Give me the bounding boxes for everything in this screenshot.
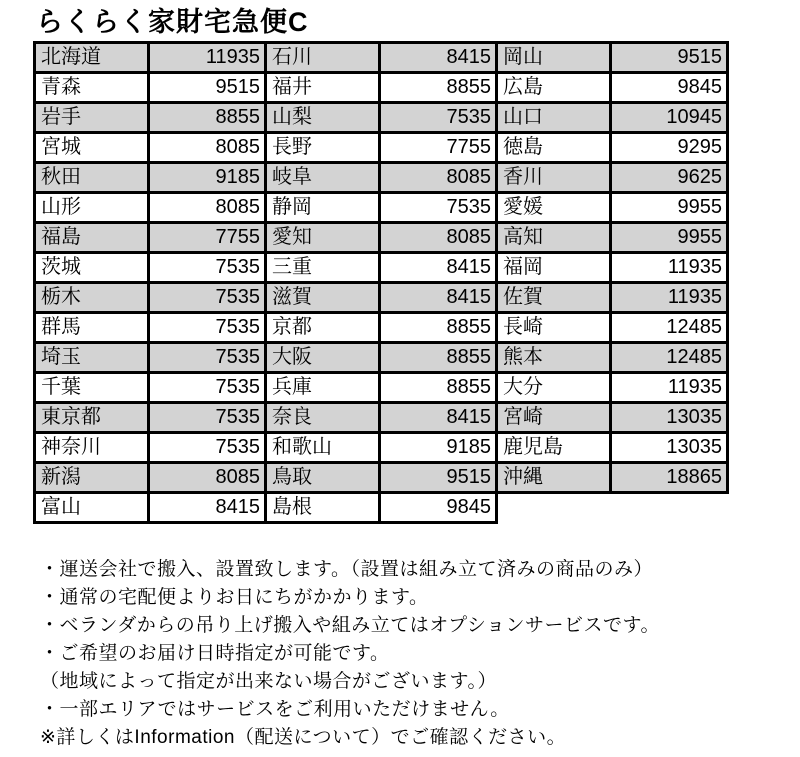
price-cell: 7535: [149, 343, 266, 373]
prefecture-cell: 福島: [35, 223, 149, 253]
price-cell: 7535: [380, 103, 497, 133]
price-cell: 18865: [611, 463, 728, 493]
page-title: らくらく家財宅急便C: [36, 7, 309, 37]
prefecture-cell: 新潟: [35, 463, 149, 493]
price-cell: 11935: [611, 373, 728, 403]
prefecture-cell: 北海道: [35, 43, 149, 73]
prefecture-cell: 奈良: [266, 403, 380, 433]
table-row: [266, 223, 497, 253]
prefecture-cell: 熊本: [497, 343, 611, 373]
prefecture-cell: 滋賀: [266, 283, 380, 313]
price-cell: 7535: [149, 403, 266, 433]
prefecture-cell: 兵庫: [266, 373, 380, 403]
table-row: [497, 373, 728, 403]
table-row: [266, 43, 497, 73]
table-row: [497, 403, 728, 433]
table-row: [497, 103, 728, 133]
price-cell: 8415: [380, 283, 497, 313]
table-row: [266, 253, 497, 283]
price-cell: 8415: [149, 493, 266, 523]
prefecture-cell: 石川: [266, 43, 380, 73]
table-row: [35, 403, 266, 433]
price-cell: 13035: [611, 433, 728, 463]
prefecture-cell: 京都: [266, 313, 380, 343]
prefecture-cell: 千葉: [35, 373, 149, 403]
price-cell: 13035: [611, 403, 728, 433]
price-cell: 8855: [380, 313, 497, 343]
price-cell: 9625: [611, 163, 728, 193]
table-row: [35, 163, 266, 193]
price-cell: 10945: [611, 103, 728, 133]
table-row: [266, 493, 497, 523]
table-row: [35, 373, 266, 403]
price-cell: 7755: [149, 223, 266, 253]
prefecture-cell: 秋田: [35, 163, 149, 193]
table-row: [35, 103, 266, 133]
table-row: [266, 163, 497, 193]
price-table-container: [33, 41, 800, 524]
price-cell: 7535: [149, 283, 266, 313]
table-row: [497, 253, 728, 283]
note-line: ・一部エリアではサービスをご利用いただけません。: [40, 699, 510, 721]
prefecture-cell: 岡山: [497, 43, 611, 73]
price-cell: 9845: [380, 493, 497, 523]
prefecture-cell: 島根: [266, 493, 380, 523]
note-line: ・通常の宅配便よりお日にちがかかります。: [40, 587, 429, 609]
prefecture-cell: 山形: [35, 193, 149, 223]
prefecture-cell: 岐阜: [266, 163, 380, 193]
table-row: [266, 103, 497, 133]
price-cell: 9955: [611, 193, 728, 223]
table-row: [497, 463, 728, 493]
price-cell: 7535: [149, 253, 266, 283]
prefecture-cell: 埼玉: [35, 343, 149, 373]
prefecture-cell: 神奈川: [35, 433, 149, 463]
price-table-column-1: [33, 41, 267, 524]
price-cell: 7535: [149, 313, 266, 343]
table-row: [35, 433, 266, 463]
price-cell: 8085: [149, 193, 266, 223]
price-cell: 8085: [380, 223, 497, 253]
note-line: ※詳しくはInformation（配送について）でご確認ください。: [40, 727, 567, 749]
price-cell: 9515: [611, 43, 728, 73]
table-row: [497, 283, 728, 313]
prefecture-cell: 茨城: [35, 253, 149, 283]
table-row: [35, 493, 266, 523]
price-cell: 7755: [380, 133, 497, 163]
price-cell: 8415: [380, 253, 497, 283]
price-cell: 8415: [380, 43, 497, 73]
prefecture-cell: 宮城: [35, 133, 149, 163]
price-table-column-2: [264, 41, 498, 524]
price-cell: 9955: [611, 223, 728, 253]
price-cell: 8085: [149, 463, 266, 493]
price-cell: 7535: [149, 433, 266, 463]
table-row: [35, 223, 266, 253]
price-cell: 12485: [611, 343, 728, 373]
prefecture-cell: 福岡: [497, 253, 611, 283]
price-cell: 11935: [149, 43, 266, 73]
prefecture-cell: 富山: [35, 493, 149, 523]
prefecture-cell: 大分: [497, 373, 611, 403]
note-line: ・運送会社で搬入、設置致します。（設置は組み立て済みの商品のみ）: [40, 559, 653, 581]
price-cell: 8855: [380, 73, 497, 103]
prefecture-cell: 長崎: [497, 313, 611, 343]
table-row: [266, 313, 497, 343]
table-row: [266, 403, 497, 433]
table-row: [497, 433, 728, 463]
prefecture-cell: 静岡: [266, 193, 380, 223]
price-cell: 9185: [149, 163, 266, 193]
price-cell: 9515: [380, 463, 497, 493]
table-row: [35, 193, 266, 223]
table-row: [266, 433, 497, 463]
prefecture-cell: 東京都: [35, 403, 149, 433]
prefecture-cell: 佐賀: [497, 283, 611, 313]
price-cell: 8855: [380, 373, 497, 403]
prefecture-cell: 徳島: [497, 133, 611, 163]
price-cell: 11935: [611, 283, 728, 313]
table-row: [266, 133, 497, 163]
table-row: [35, 343, 266, 373]
note-line: ・ベランダからの吊り上げ搬入や組み立てはオプションサービスです。: [40, 615, 661, 637]
prefecture-cell: 山口: [497, 103, 611, 133]
prefecture-cell: 長野: [266, 133, 380, 163]
price-cell: 7535: [380, 193, 497, 223]
price-cell: 8855: [380, 343, 497, 373]
table-row: [266, 193, 497, 223]
table-row: [266, 73, 497, 103]
table-row: [35, 313, 266, 343]
price-cell: 7535: [149, 373, 266, 403]
prefecture-cell: 三重: [266, 253, 380, 283]
table-row: [266, 343, 497, 373]
price-cell: 8415: [380, 403, 497, 433]
price-cell: 12485: [611, 313, 728, 343]
price-cell: 11935: [611, 253, 728, 283]
prefecture-cell: 群馬: [35, 313, 149, 343]
table-row: [497, 133, 728, 163]
service-notes: [40, 556, 800, 752]
price-cell: 9515: [149, 73, 266, 103]
table-row: [497, 313, 728, 343]
price-cell: 8855: [149, 103, 266, 133]
table-row: [35, 73, 266, 103]
prefecture-cell: 香川: [497, 163, 611, 193]
prefecture-cell: 愛媛: [497, 193, 611, 223]
price-cell: 8085: [149, 133, 266, 163]
prefecture-cell: 鳥取: [266, 463, 380, 493]
prefecture-cell: 大阪: [266, 343, 380, 373]
table-row: [497, 343, 728, 373]
table-row: [35, 283, 266, 313]
prefecture-cell: 愛知: [266, 223, 380, 253]
table-row: [497, 43, 728, 73]
table-row: [266, 373, 497, 403]
price-cell: 9845: [611, 73, 728, 103]
prefecture-cell: 和歌山: [266, 433, 380, 463]
price-cell: 9185: [380, 433, 497, 463]
prefecture-cell: 広島: [497, 73, 611, 103]
price-table-column-3: [495, 41, 729, 494]
table-row: [497, 223, 728, 253]
table-row: [35, 133, 266, 163]
table-row: [35, 463, 266, 493]
prefecture-cell: 高知: [497, 223, 611, 253]
table-row: [35, 253, 266, 283]
prefecture-cell: 青森: [35, 73, 149, 103]
prefecture-cell: 沖縄: [497, 463, 611, 493]
prefecture-cell: 鹿児島: [497, 433, 611, 463]
prefecture-cell: 栃木: [35, 283, 149, 313]
prefecture-cell: 福井: [266, 73, 380, 103]
table-row: [497, 163, 728, 193]
table-row: [497, 193, 728, 223]
table-row: [266, 463, 497, 493]
table-row: [35, 43, 266, 73]
table-row: [266, 283, 497, 313]
table-row: [497, 73, 728, 103]
price-cell: 8085: [380, 163, 497, 193]
prefecture-cell: 岩手: [35, 103, 149, 133]
prefecture-cell: 宮崎: [497, 403, 611, 433]
price-cell: 9295: [611, 133, 728, 163]
note-line: ・ご希望のお届け日時指定が可能です。: [40, 643, 390, 665]
note-line: （地域によって指定が出来ない場合がございます。）: [40, 671, 497, 693]
prefecture-cell: 山梨: [266, 103, 380, 133]
